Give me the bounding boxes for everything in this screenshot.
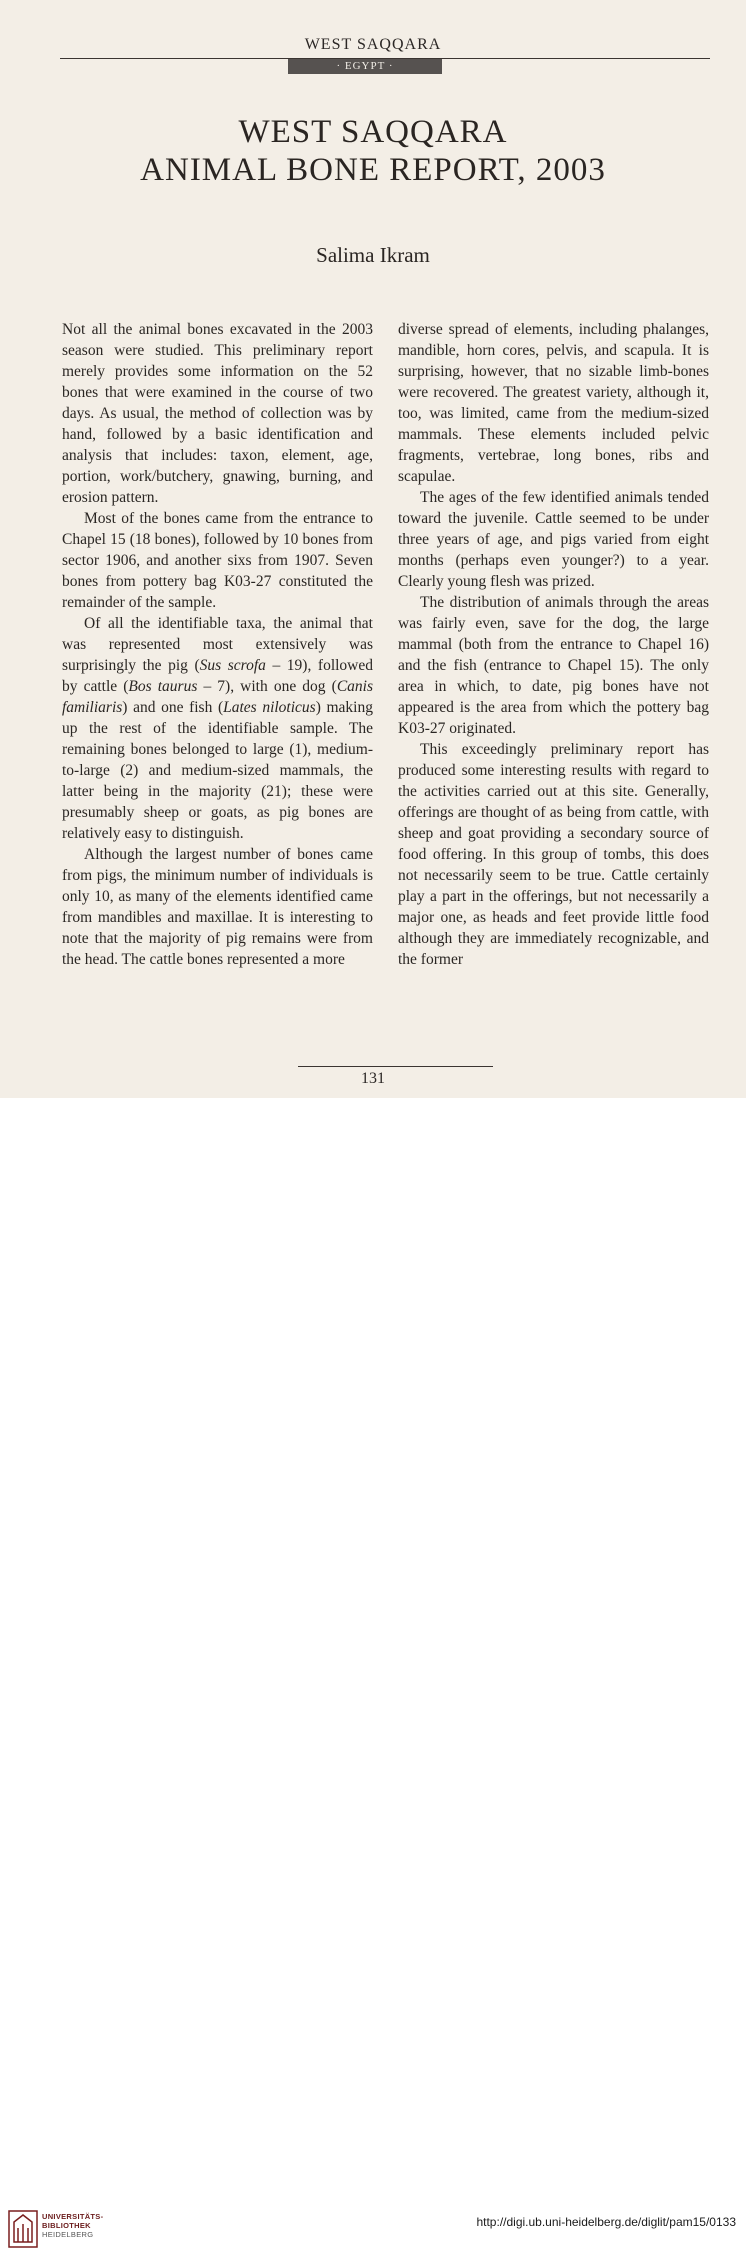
body-paragraph — [62, 613, 373, 844]
footer-rule — [298, 1066, 493, 1067]
taxon-name: Lates niloticus — [223, 699, 316, 716]
author-name: Salima Ikram — [316, 243, 430, 267]
text-run: diverse spread of elements, including phalanges, mandible, horn cores, pelvis, and scapula. It is surprising, however, that no sizable limb-bones were recovered. The greatest variety, although it, too, was limited, came from the medium-sized mammals. These elements included pelvic fragments, vertebrae, long bones, ribs and scapulae. — [398, 321, 709, 485]
right-text-column — [398, 319, 709, 970]
text-run: This exceedingly preliminary report has produced some interesting results with regard to the activities carried out at this site. Generally, offerings are thought of as being from cattle, with sheep and goat providing a secondary source of food offering. In this group of tombs, this does not necessarily seem to be true. Cattle certainly play a part in the offerings, but not necessarily a major one, as heads and feet provide little food although they are immediately recognizable, and the former — [398, 741, 709, 968]
text-run: – 7), with one dog ( — [197, 678, 337, 695]
left-text-column — [62, 319, 373, 970]
text-run: Not all the animal bones excavated in the 2003 season were studied. This preliminary report merely provides some information on the 52 bones that were examined in the course of two days. As usual, the method of collection was by hand, followed by a basic identification and analysis that includes: taxon, element, age, portion, work/butchery, gnawing, burning, and erosion pattern. — [62, 321, 373, 506]
section-label: · EGYPT · — [288, 59, 442, 74]
taxon-name: Bos taurus — [128, 678, 198, 695]
page-number: 131 — [361, 1070, 385, 1087]
running-head: WEST SAQQARA — [304, 36, 442, 53]
text-run: ) and one fish ( — [122, 699, 224, 716]
title-line: ANIMAL BONE REPORT, 2003 — [140, 152, 606, 188]
taxon-name: Sus scrofa — [199, 657, 266, 674]
viewer-footer — [0, 1098, 746, 2239]
article-title — [0, 113, 746, 189]
body-paragraph — [398, 319, 709, 487]
text-run: The ages of the few identified animals tended toward the juvenile. Cattle seemed to be under three years of age, and pigs varied from eight months (perhaps even younger?) to a year. Clearly young flesh was prized. — [398, 489, 709, 590]
text-run: Of all the identifiable taxa, the animal that was represented most extensively was surprisingly the pig ( — [62, 615, 373, 674]
scanned-page — [0, 0, 746, 1098]
body-paragraph — [62, 319, 373, 508]
source-url-link[interactable]: http://digi.ub.uni-heidelberg.de/diglit/pam15/0133 — [476, 2215, 736, 2229]
body-paragraph — [62, 508, 373, 613]
body-paragraph — [62, 844, 373, 970]
text-run: The distribution of animals through the areas was fairly even, save for the dog, the large mammal (both from the entrance to Chapel 16) and the fish (entrance to Chapel 15). The only area in which, to date, pig bones have not appeared is the area from which the pottery bag K03-27 originated. — [398, 594, 709, 737]
text-run: ) making up the rest of the identifiable sample. The remaining bones belonged to large (1), medium-to-large (2) and medium-sized mammals, the latter being in the majority (21); these were presumably sheep or goats, as pig bones are relatively easy to distinguish. — [62, 699, 373, 842]
body-paragraph — [398, 487, 709, 592]
text-run: – 19), followed by cattle ( — [62, 657, 374, 695]
title-line: WEST SAQQARA — [238, 114, 508, 150]
text-run: Most of the bones came from the entrance to Chapel 15 (18 bones), followed by 10 bones from sector 1906, and another sixs from 1907. Seven bones from pottery bag K03-27 constituted the remainder of the sample. — [62, 510, 373, 611]
library-name: UNIVERSITÄTS- BIBLIOTHEK HEIDELBERG — [42, 2212, 104, 2239]
body-paragraph — [398, 592, 709, 739]
library-logo-icon — [8, 2210, 38, 2248]
text-run: Although the largest number of bones came from pigs, the minimum number of individuals is only 10, as many of the elements identified came from mandibles and maxillae. It is interesting to note that the majority of pig remains were from the head. The cattle bones represented a more — [62, 846, 373, 968]
body-paragraph — [398, 739, 709, 970]
taxon-name: Canis familiaris — [62, 678, 373, 716]
